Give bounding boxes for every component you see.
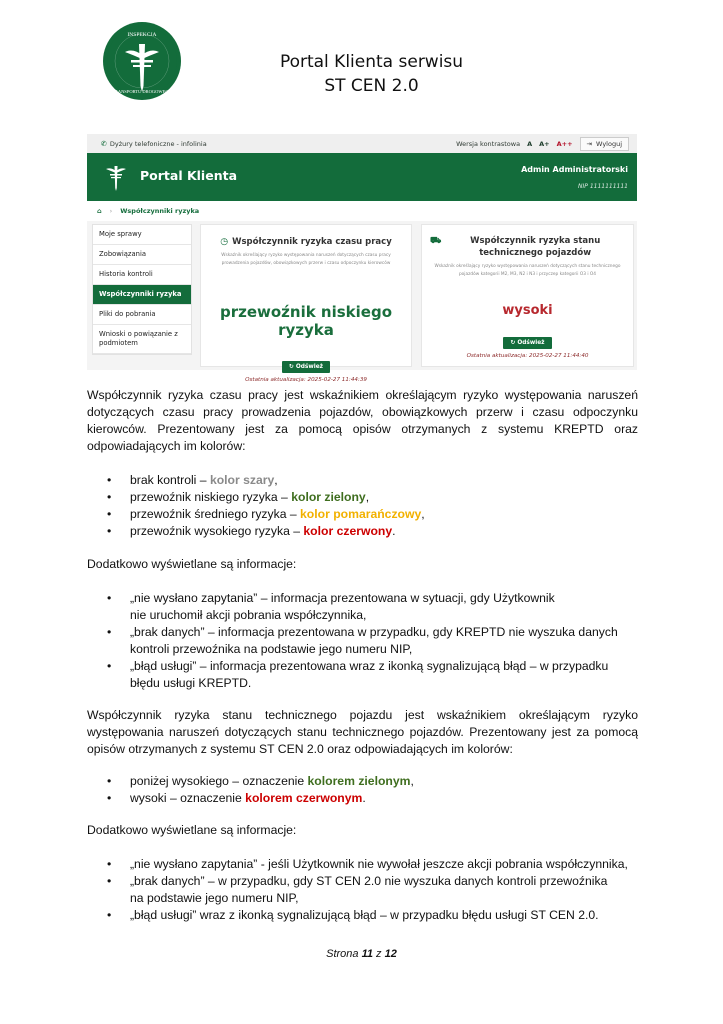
work-time-color-list: [87, 472, 647, 540]
list-item: [87, 658, 647, 692]
font-size-normal-button[interactable]: A: [527, 139, 533, 148]
color-label: kolor szary: [209, 473, 275, 487]
breadcrumb: [87, 201, 637, 221]
list-item: [87, 907, 647, 924]
list-item: [87, 523, 647, 540]
menu-item-wspolczynniki-ryzyka[interactable]: Współczynniki ryzyka: [93, 285, 191, 305]
menu-item-moje-sprawy[interactable]: Moje sprawy: [93, 225, 191, 245]
color-label: kolor pomarańczowy: [300, 507, 422, 521]
list-item: [87, 773, 647, 790]
menu-item-historia-kontroli[interactable]: Historia kontroli: [93, 265, 191, 285]
item-text: przewoźnik wysokiego ryzyka –: [130, 524, 304, 538]
work-time-risk-paragraph: Współczynnik ryzyka czasu pracy jest wskaźnikiem określającym ryzyko występowania naruszeń dotyczących czasu pracy prowadzenia pojazdów, obowiązkowych przerw i czasu odpoczynku kierowców. Prezentowany jest za pomocą opisów otrzymanych z systemu KREPTD oraz odpowiadających im kolorów:: [87, 388, 638, 453]
portal-screenshot: [87, 134, 637, 383]
contrast-toggle[interactable]: Wersja kontrastowa: [456, 139, 521, 148]
document-header: [0, 0, 723, 120]
list-item: [87, 472, 647, 489]
refresh-button[interactable]: [282, 361, 330, 373]
document-title: [230, 50, 513, 98]
item-line1: „nie wysłano zapytania” - jeśli Użytkownik nie wywołał jeszcze akcji pobrania współczynnika,: [130, 857, 628, 871]
list-item: [87, 590, 647, 624]
logout-button[interactable]: [580, 137, 629, 151]
current-page: 11: [361, 948, 373, 960]
menu-item-pliki-do-pobrania[interactable]: Pliki do pobrania: [93, 305, 191, 325]
last-update: Ostatnia aktualizacja: 2025-02-27 11:44:39: [245, 377, 367, 383]
menu-item-wnioski[interactable]: Wnioski o powiązanie z podmiotem: [93, 325, 191, 354]
extra-info-heading-2: Dodatkowo wyświetlane są informacje:: [87, 823, 297, 837]
color-label: kolor czerwony: [303, 524, 393, 538]
item-line2: kontroli przewoźnika na podstawie jego numeru NIP,: [130, 642, 413, 656]
document-title-line2: ST CEN 2.0: [324, 76, 419, 96]
hotline-label: Dyżury telefoniczne - infolinia: [109, 139, 207, 148]
item-line2: nie uruchomił akcji pobrania współczynnika,: [130, 608, 367, 622]
list-item: [87, 873, 647, 907]
list-item: [87, 489, 647, 506]
breadcrumb-separator: ›: [109, 207, 113, 215]
phone-icon: ✆: [101, 139, 107, 148]
item-end: ,: [274, 473, 278, 487]
item-end: .: [392, 524, 396, 538]
menu-item-zobowiazania[interactable]: Zobowiązania: [93, 245, 191, 265]
color-label: kolorem czerwonym: [245, 791, 363, 805]
breadcrumb-current[interactable]: Współczynniki ryzyka: [120, 207, 200, 215]
refresh-button[interactable]: [503, 337, 551, 349]
footer-separator: z: [373, 948, 385, 960]
list-item: [87, 790, 647, 807]
portal-header: [87, 153, 637, 201]
vehicle-condition-risk-card: [421, 224, 634, 367]
card-title: Współczynnik ryzyka czasu pracy: [232, 237, 392, 247]
item-line1: „brak danych” – informacja prezentowana w przypadku, gdy KREPTD nie wyszuka danych: [130, 625, 618, 639]
refresh-icon: ↻: [510, 340, 516, 346]
itd-logo: [103, 22, 181, 100]
card-description: Wskaźnik określający ryzyko występowania naruszeń dotyczących stanu technicznego pojazdów kategorii M2, M3, N2 i N3 i przyczep kategorii O3 i O4: [434, 264, 621, 277]
item-line1: „nie wysłano zapytania” – informacja prezentowana w sytuacji, gdy Użytkownik: [130, 591, 555, 605]
risk-value: przewoźnik niskiego ryzyka: [219, 303, 393, 339]
portal-brand[interactable]: Portal Klienta: [140, 168, 238, 183]
card-title: Współczynnik ryzyka stanu technicznego pojazdów: [470, 236, 601, 258]
item-text: brak kontroli –: [130, 473, 210, 487]
color-label: kolor zielony: [291, 490, 366, 504]
vehicle-check-icon: ⛟: [430, 236, 442, 246]
user-name: Admin Administratorski: [521, 165, 628, 174]
item-line1: „brak danych” – w przypadku, gdy ST CEN 2.0 nie wyszuka danych kontroli przewoźnika: [130, 874, 608, 888]
item-text: przewoźnik średniego ryzyka –: [130, 507, 301, 521]
page-footer: [0, 948, 723, 960]
item-text: poniżej wysokiego – oznaczenie: [130, 774, 308, 788]
portal-logo-icon: [105, 162, 127, 192]
footer-prefix: Strona: [326, 948, 362, 960]
document-title-line1: Portal Klienta serwisu: [279, 52, 464, 72]
list-item: [87, 506, 647, 523]
item-end: ,: [421, 507, 425, 521]
logout-icon: ⇥: [586, 139, 592, 148]
font-size-large-button[interactable]: A+: [539, 139, 550, 148]
svg-text:TRANSPORTU DROGOWEGO: TRANSPORTU DROGOWEGO: [112, 89, 172, 94]
logout-label: Wyloguj: [596, 139, 622, 148]
last-update: Ostatnia aktualizacja: 2025-02-27 11:44:40: [466, 353, 589, 359]
list-item: [87, 856, 647, 873]
card-description: Wskaźnik określający ryzyko występowania naruszeń dotyczących czasu pracy prowadzenia pojazdów, obowiązkowych przerw i czasu odpoczynku kierowców: [221, 253, 391, 266]
vehicle-extra-list: [87, 856, 647, 924]
item-line1: „błąd usługi” – informacja prezentowana wraz z ikonką sygnalizującą błąd – w przypadku: [130, 659, 609, 673]
clock-icon: ◷: [220, 237, 229, 247]
side-menu: [92, 224, 192, 355]
extra-info-heading-1: Dodatkowo wyświetlane są informacje:: [87, 557, 297, 571]
refresh-label: Odśwież: [517, 340, 545, 346]
item-line2: błędu usługi KREPTD.: [130, 676, 252, 690]
item-end: .: [362, 791, 366, 805]
home-icon[interactable]: ⌂: [97, 207, 102, 215]
item-text: przewoźnik niskiego ryzyka –: [130, 490, 292, 504]
refresh-label: Odśwież: [295, 364, 324, 370]
vehicle-color-list: [87, 773, 647, 807]
item-end: ,: [365, 490, 370, 504]
work-time-risk-card: [200, 224, 412, 383]
hotline-link[interactable]: [101, 140, 207, 148]
color-label: kolorem zielonym: [307, 774, 411, 788]
work-time-extra-list: [87, 590, 647, 692]
total-pages: 12: [384, 948, 397, 960]
item-line1: „błąd usługi” wraz z ikonką sygnalizującą błąd – w przypadku błędu usługi ST CEN 2.0.: [130, 908, 599, 922]
svg-text:INSPEKCJA: INSPEKCJA: [127, 32, 157, 38]
list-item: [87, 624, 647, 658]
item-end: ,: [410, 774, 414, 788]
item-text: wysoki – oznaczenie: [130, 791, 246, 805]
item-line2: na podstawie jego numeru NIP,: [130, 891, 299, 905]
user-nip: NIP 1111111111: [578, 183, 628, 190]
vehicle-risk-paragraph: Współczynnik ryzyka stanu technicznego pojazdu jest wskaźnikiem określającym ryzyko występowania naruszeń dotyczących stanu technicznego pojazdów. Prezentowany jest za pomocą opisów otrzymanych z systemu ST CEN 2.0 oraz odpowiadających im kolorów:: [87, 708, 638, 756]
font-size-xlarge-button[interactable]: A++: [556, 139, 573, 148]
refresh-icon: ↻: [288, 364, 294, 370]
top-utility-bar: [87, 134, 637, 153]
risk-value: wysoki: [502, 303, 553, 318]
